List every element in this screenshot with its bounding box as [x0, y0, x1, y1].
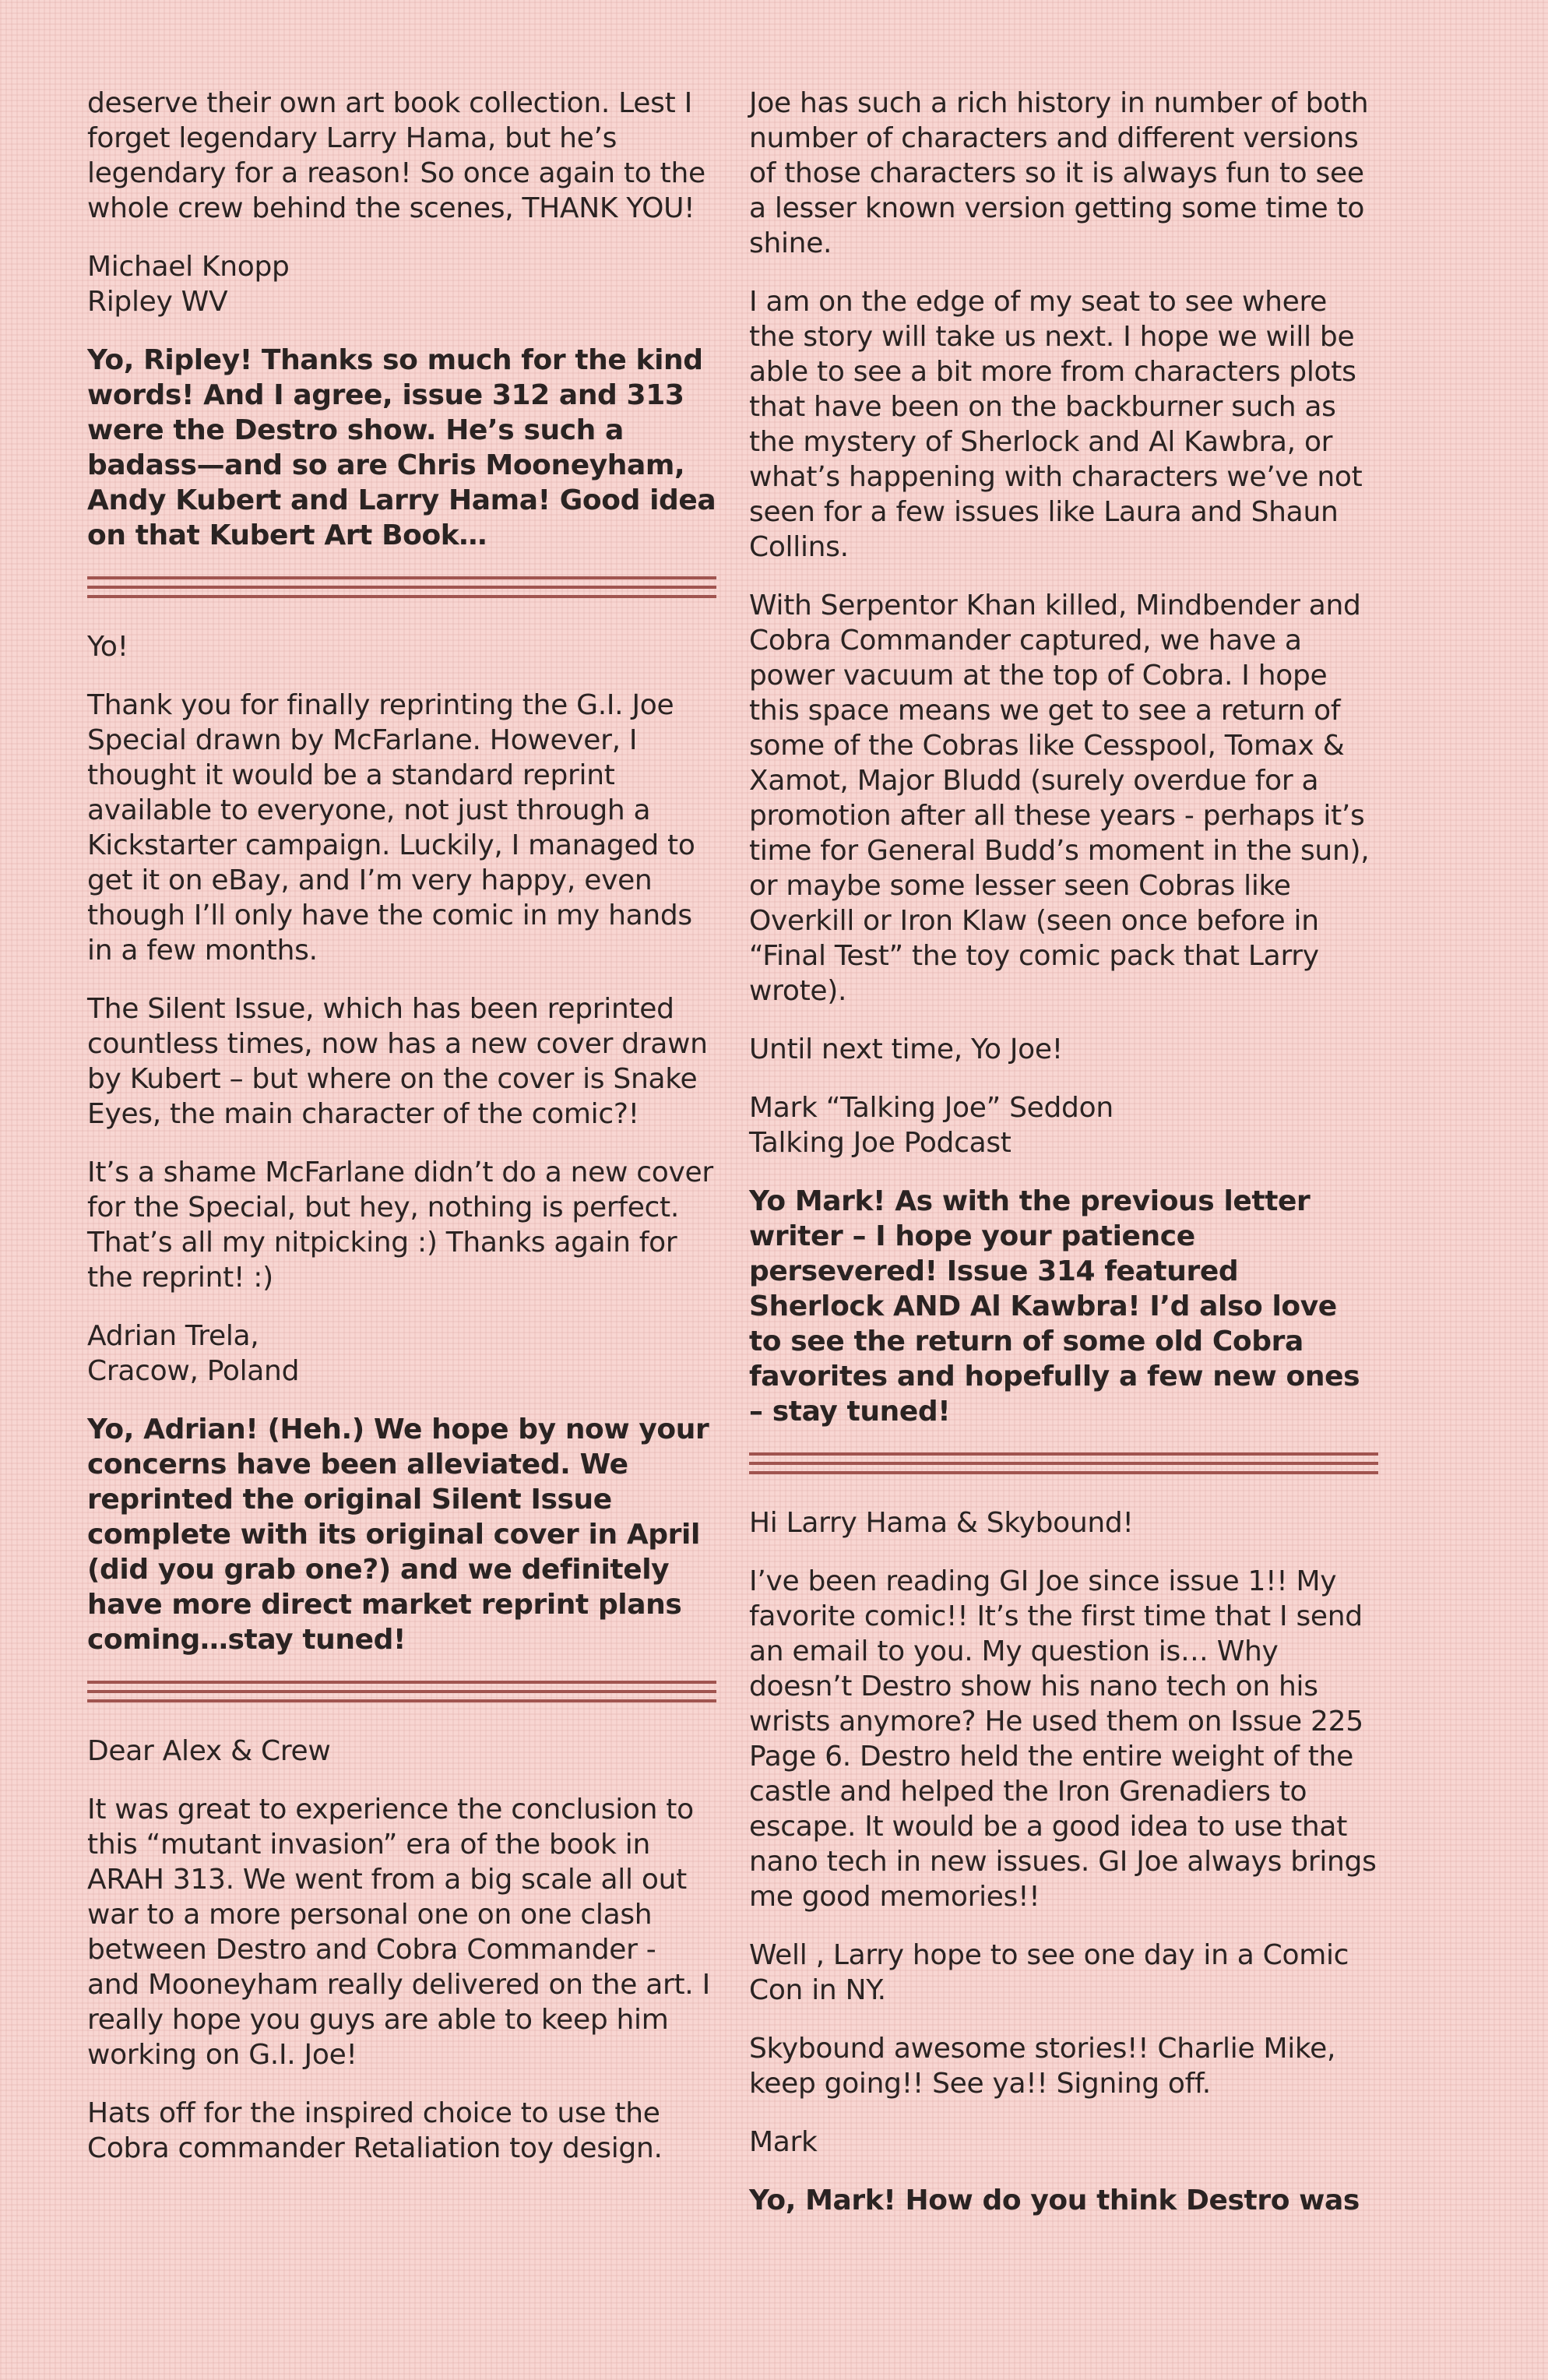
signature-place: Ripley WV	[87, 286, 228, 318]
letter-signature	[749, 1090, 1378, 1160]
signature-place: Cracow, Poland	[87, 1355, 300, 1387]
signature-name: Adrian Trela,	[87, 1320, 259, 1352]
letter-paragraph: The Silent Issue, which has been reprinted countless times, now has a new cover drawn by Kubert – but where on the cover is Snake Eyes, the main character of the comic?!	[87, 993, 708, 1130]
letter-greeting: Yo!	[87, 631, 128, 663]
letter-paragraph: With Serpentor Khan killed, Mindbender and Cobra Commander captured, we have a power vacuum at the top of Cobra. I hope this space means we get to see a return of some of the Cobras like Cesspool, Tomax & Xamot, Major Bludd (surely overdue for a promotion after all these years - perhaps it’s time for General Budd’s moment in the sun), or maybe some lesser seen Cobras like Overkill or Iron Klaw (seen once before in “Final Test” the toy comic pack that Larry wrote).	[749, 590, 1370, 1007]
signature-name: Mark “Talking Joe” Seddon	[749, 1092, 1114, 1124]
signature-place: Talking Joe Podcast	[749, 1127, 1011, 1159]
section-divider	[87, 1681, 716, 1706]
letter-paragraph: Hats off for the inspired choice to use the Cobra commander Retaliation toy design.	[87, 2097, 663, 2164]
letter-paragraph: Well , Larry hope to see one day in a Comic Con in NY.	[749, 1939, 1349, 2006]
letter-greeting: Dear Alex & Crew	[87, 1735, 331, 1767]
letter-greeting: Hi Larry Hama & Skybound!	[749, 1507, 1134, 1539]
letter-paragraph: I am on the edge of my seat to see where the story will take us next. I hope we will be able to see a bit more from characters plots that have been on the backburner such as the mystery of Sherlock and Al Kawbra, or what’s happening with characters we’ve not seen for a few issues like Laura and Shaun Collins.	[749, 286, 1363, 563]
signature-name: Michael Knopp	[87, 251, 290, 283]
letter-signature	[87, 249, 716, 319]
editor-reply: Yo, Ripley! Thanks so much for the kind words! And I agree, issue 312 and 313 were the Destro show. He’s such a badass—and so are Chris Mooneyham, Andy Kubert and Larry Hama! Good idea on that Kubert Art Book…	[87, 344, 716, 551]
editor-reply: Yo Mark! As with the previous letter writer – I hope your patience persevered! Issue 314 featured Sherlock AND Al Kawbra! I’d also love to see the return of some old Cobra favorites and hopefully a few new ones – stay tuned!	[749, 1185, 1360, 1428]
signature-name: Mark	[749, 2126, 818, 2158]
letter-signature	[87, 1319, 716, 1389]
left-column	[87, 86, 716, 2189]
letter-paragraph: Thank you for finally reprinting the G.I. Joe Special drawn by McFarlane. However, I thought it would be a standard reprint available to everyone, not just through a Kickstarter campaign. Luckily, I managed to get it on eBay, and I’m very happy, even though I’ll only have the comic in my hands in a few months.	[87, 689, 695, 966]
editor-reply: Yo, Adrian! (Heh.) We hope by now your concerns have been alleviated. We reprinted the original Silent Issue complete with its original cover in April (did you grab one?) and we definitely have more direct market reprint plans coming…stay tuned!	[87, 1414, 709, 1656]
letter-paragraph: Joe has such a rich history in number of both number of characters and different versions of those characters so it is always fun to see a lesser known version getting some time to shine.	[749, 87, 1369, 259]
editor-reply: Yo, Mark! How do you think Destro was	[749, 2185, 1360, 2216]
section-divider	[749, 1452, 1378, 1477]
letter-paragraph: deserve their own art book collection. Lest I forget legendary Larry Hama, but he’s legendary for a reason! So once again to the whole crew behind the scenes, THANK YOU!	[87, 87, 705, 224]
letter-paragraph: It was great to experience the conclusion to this “mutant invasion” era of the book in ARAH 313. We went from a big scale all out war to a more personal one on one clash between Destro and Cobra Commander - and Mooneyham really delivered on the art. I really hope you guys are able to keep him working on G.I. Joe!	[87, 1794, 710, 2071]
section-divider	[87, 576, 716, 601]
letter-paragraph: It’s a shame McFarlane didn’t do a new cover for the Special, but hey, nothing is perfect. That’s all my nitpicking :) Thanks again for the reprint! :)	[87, 1157, 713, 1294]
letter-paragraph: I’ve been reading GI Joe since issue 1!! My favorite comic!! It’s the first time that I send an email to you. My question is… Why doesn’t Destro show his nano tech on his wrists anymore? He used them on Issue 225 Page 6. Destro held the entire weight of the castle and helped the Iron Grenadiers to escape. It would be a good idea to use that nano tech in new issues. GI Joe always brings me good memories!!	[749, 1565, 1377, 1913]
letter-paragraph: Skybound awesome stories!! Charlie Mike, keep going!! See ya!! Signing off.	[749, 2033, 1336, 2100]
letter-paragraph: Until next time, Yo Joe!	[749, 1033, 1063, 1065]
right-column	[749, 86, 1378, 2241]
